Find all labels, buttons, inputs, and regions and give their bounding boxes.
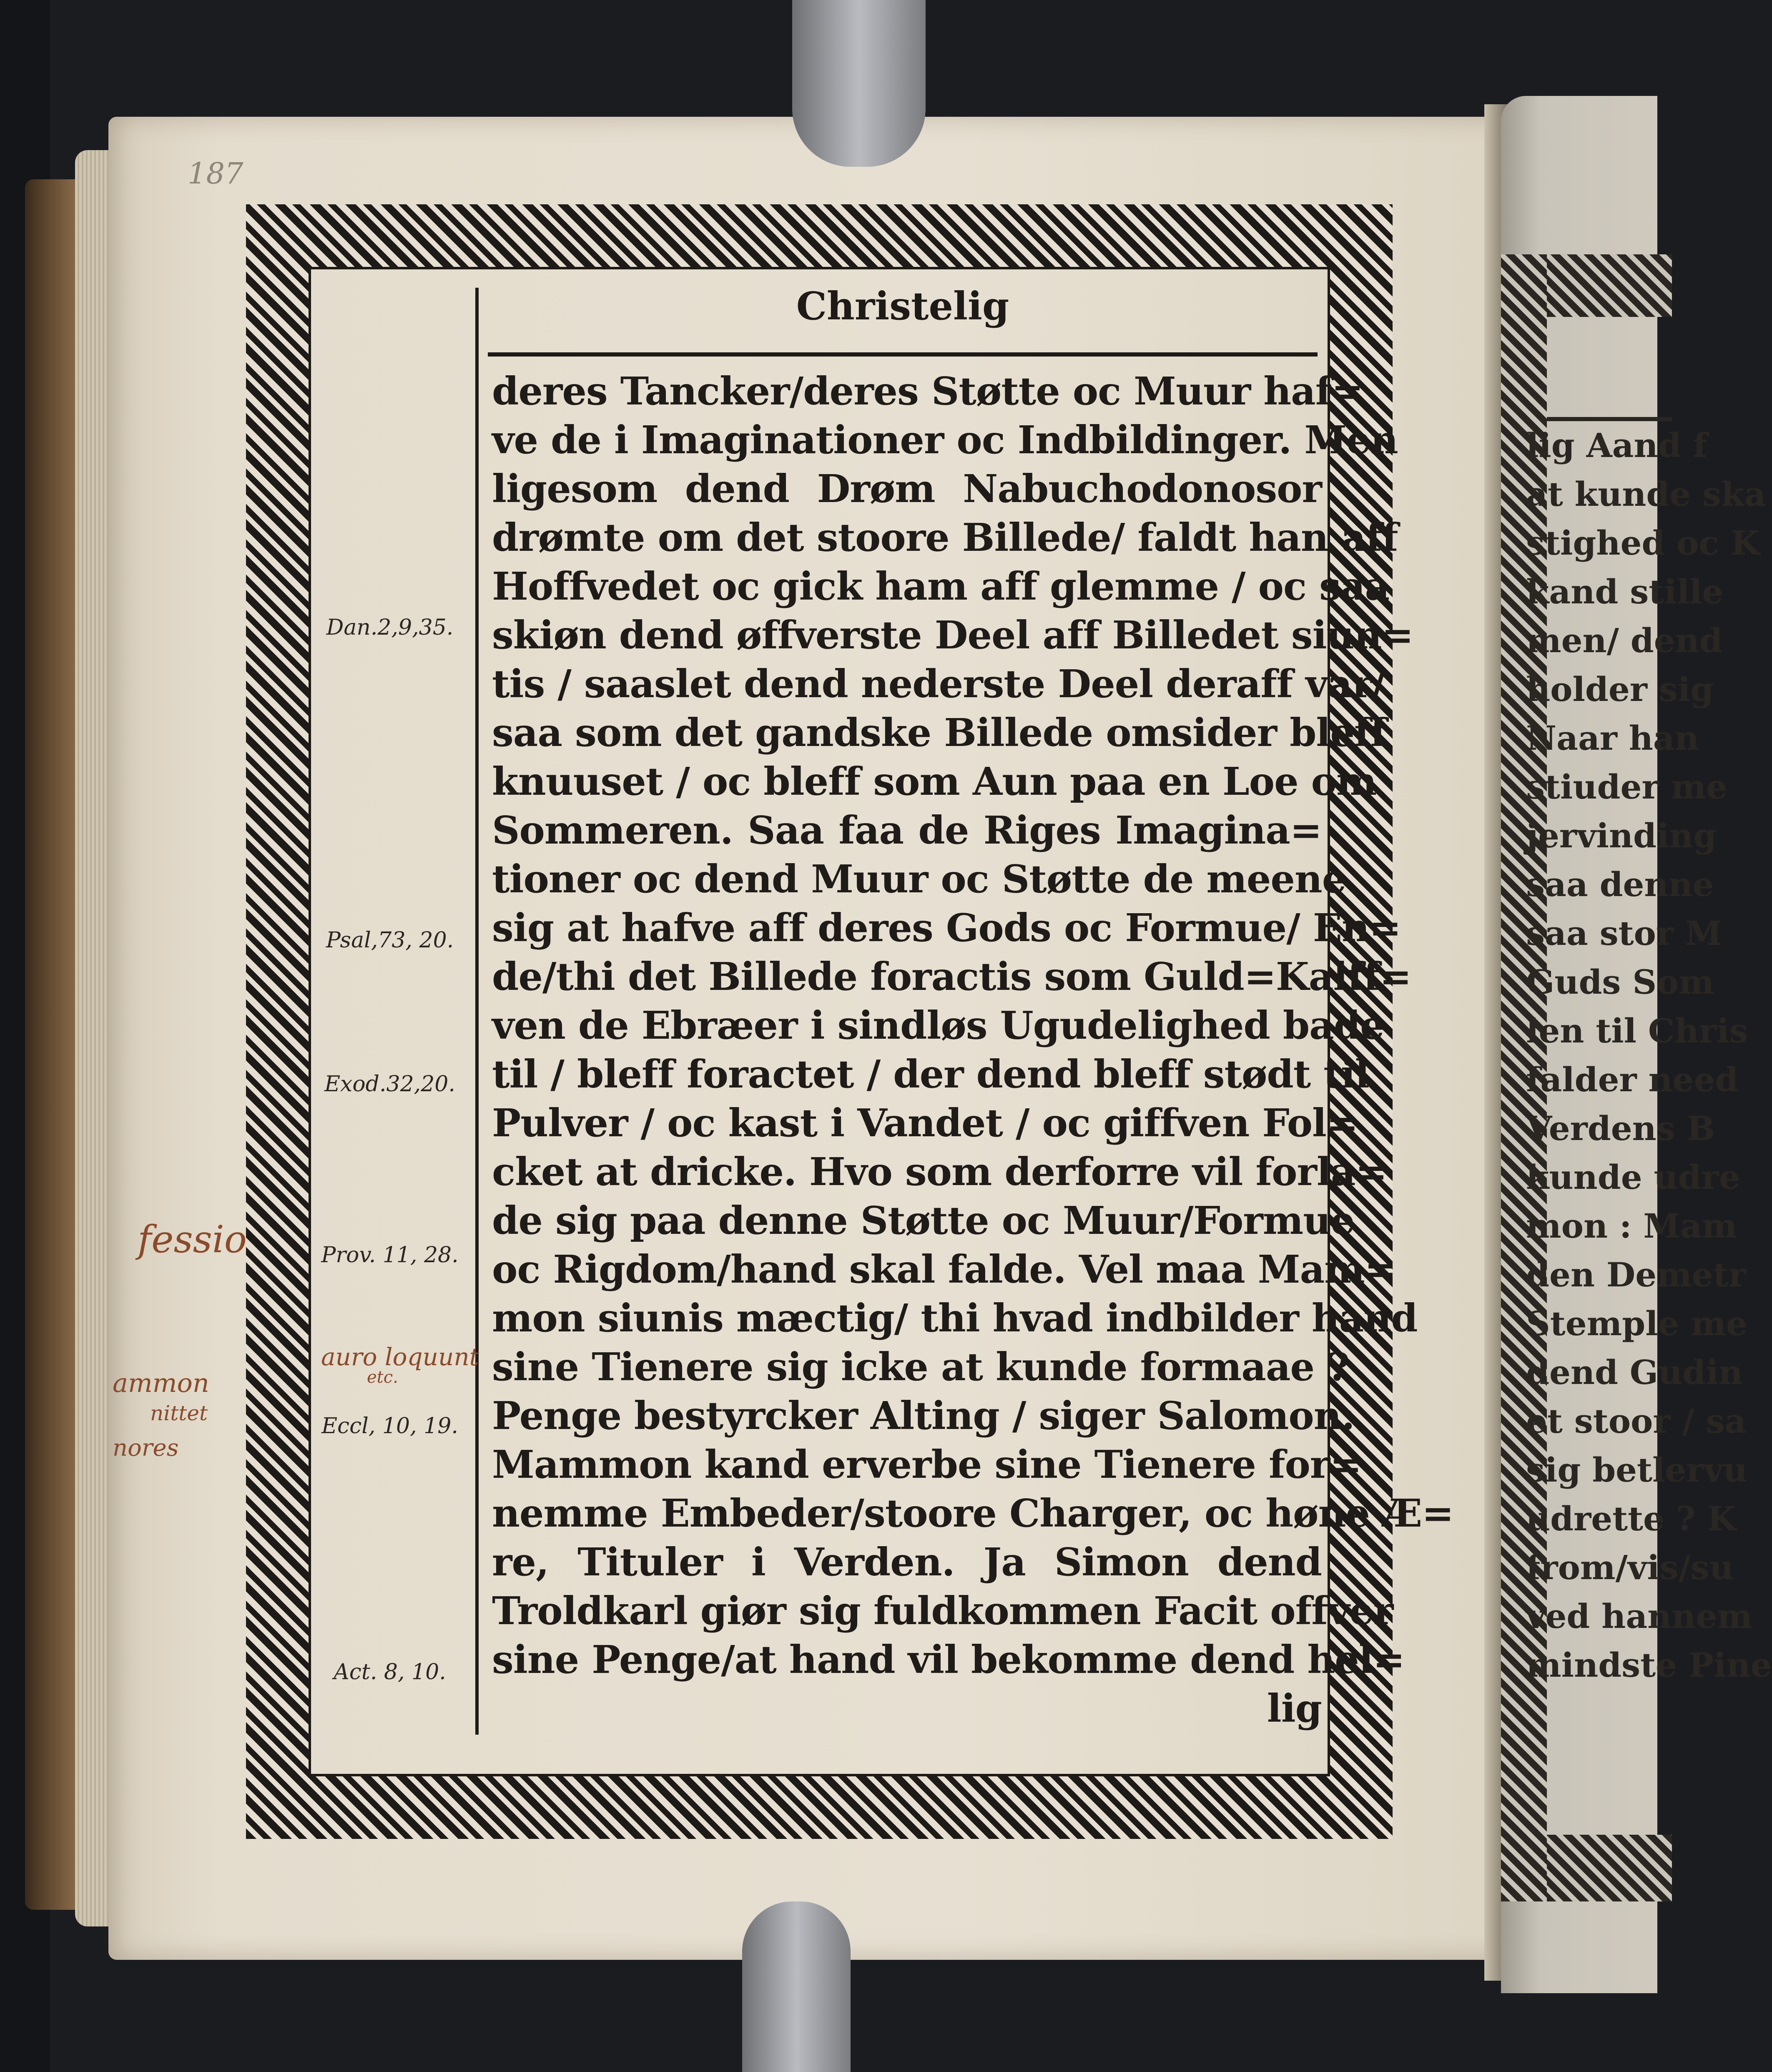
- facing-page-line: at kunde ska: [1526, 475, 1766, 514]
- facing-page-line: saa stor M: [1526, 914, 1722, 953]
- margin-ref-dan: Dan.2,9,35.: [326, 615, 454, 640]
- facing-page-head-rule: [1547, 417, 1672, 421]
- facing-page-line: Naar han: [1526, 718, 1699, 758]
- handwritten-annotation: nores: [113, 1434, 179, 1462]
- margin-ref-act: Act. 8, 10.: [334, 1660, 446, 1685]
- facing-page-line: stighed oc K: [1526, 523, 1760, 563]
- text-line: sig at hafve aff deres Gods oc Formue/ En=: [492, 905, 1401, 950]
- facing-page-line: Stemple me: [1526, 1304, 1747, 1343]
- facing-page-line: men/ dend: [1526, 621, 1723, 660]
- text-line: ligesom dend Drøm Nabuchodonosor: [492, 466, 1322, 511]
- page-holder-clip-bottom: [742, 1901, 851, 2072]
- margin-ref-eccl: Eccl, 10, 19.: [321, 1414, 458, 1439]
- text-line: Sommeren. Saa faa de Riges Imagina=: [492, 808, 1322, 853]
- text-line: Penge bestyrcker Alting / siger Salomon:: [492, 1393, 1355, 1438]
- text-line: sine Penge/at hand vil bekomme dend hel=: [492, 1637, 1405, 1682]
- facing-page-line: Guds Som: [1526, 962, 1714, 1002]
- facing-page-line: jervinding: [1526, 816, 1717, 855]
- facing-page: [1501, 96, 1772, 1993]
- head-rule: [488, 352, 1318, 357]
- text-line: skiøn dend øffverste Deel aff Billedet siun=: [492, 613, 1413, 658]
- handwritten-annotation: nittet: [150, 1401, 208, 1425]
- text-line: lig: [1267, 1686, 1322, 1731]
- facing-page-border-top: [1547, 254, 1672, 317]
- facing-page-line: kand stille: [1526, 572, 1724, 611]
- facing-page-line: sig betlervu: [1526, 1450, 1748, 1489]
- facing-page-line: Verdens B: [1526, 1109, 1715, 1148]
- handwritten-annotation: etc.: [367, 1368, 398, 1387]
- text-line: knuuset / oc bleff som Aun paa en Loe om: [492, 759, 1377, 804]
- text-line: deres Tancker/deres Støtte oc Muur haf=: [492, 369, 1363, 414]
- facing-page-line: mindste Pine: [1526, 1645, 1772, 1685]
- margin-ref-exod: Exod.32,20.: [324, 1072, 455, 1097]
- text-line: saa som det gandske Billede omsider bleff: [492, 710, 1387, 755]
- facing-page-line: kunde udre: [1526, 1158, 1740, 1197]
- margin-ref-prov: Prov. 11, 28.: [321, 1243, 459, 1268]
- facing-page-line: et stoor / sa: [1526, 1401, 1747, 1441]
- text-line: cket at dricke. Hvo som derforre vil forla=: [492, 1149, 1387, 1194]
- handwritten-annotation: fessio: [138, 1218, 247, 1261]
- facing-page-line: falder need: [1526, 1060, 1739, 1099]
- text-line: til / bleff foractet / der dend bleff stødt til: [492, 1052, 1369, 1097]
- body-text: [492, 367, 1454, 1733]
- text-line: nemme Embeder/stoore Charger, oc høne Æ=: [492, 1491, 1454, 1536]
- text-line: sine Tienere sig icke at kunde formaae ?: [492, 1344, 1349, 1389]
- handwritten-annotation: ammon: [113, 1368, 209, 1398]
- page-holder-clip-top: [792, 0, 926, 167]
- facing-page-line: len til Chris: [1526, 1011, 1748, 1050]
- facing-page-border-bottom: [1547, 1835, 1672, 1901]
- text-line: drømte om det stoore Billede/ faldt han aff: [492, 515, 1398, 560]
- margin-ref-psal: Psal,73, 20.: [326, 928, 454, 953]
- text-line: Troldkarl giør sig fuldkommen Facit offver: [492, 1588, 1393, 1633]
- facing-page-line: saa denne: [1526, 865, 1714, 904]
- text-line: Pulver / oc kast i Vandet / oc giffven Fol=: [492, 1100, 1358, 1145]
- text-line: de sig paa denne Støtte oc Muur/Formue: [492, 1198, 1355, 1243]
- facing-page-line: ved hannem: [1526, 1597, 1753, 1636]
- text-line: oc Rigdom/hand skal falde. Vel maa Mam=: [492, 1247, 1396, 1292]
- text-line: Mammon kand erverbe sine Tienere for=: [492, 1442, 1362, 1487]
- text-line: ve de i Imaginationer oc Indbildinger. Men: [492, 417, 1398, 462]
- text-line: mon siunis mæctig/ thi hvad indbilder hand: [492, 1296, 1418, 1341]
- margin-rule: [475, 288, 479, 1735]
- facing-page-line: den Demetr: [1526, 1255, 1746, 1294]
- text-line: tis / saaslet dend nederste Deel deraff var/: [492, 661, 1385, 706]
- facing-page-line: dend Gudin: [1526, 1353, 1743, 1392]
- facing-page-line: stiuder me: [1526, 767, 1727, 806]
- facing-page-line: holder sig: [1526, 670, 1714, 709]
- text-line: de/thi det Billede foractis som Guld=Kalff=: [492, 954, 1411, 999]
- handwritten-annotation: auro loquunt: [321, 1343, 479, 1371]
- facing-page-line: lig Aand f: [1526, 426, 1707, 465]
- running-head: Christelig: [796, 284, 1009, 329]
- handwritten-page-number: 187: [188, 156, 243, 191]
- facing-page-line: mon : Mam: [1526, 1206, 1737, 1246]
- text-line: tioner oc dend Muur oc Støtte de meene: [492, 856, 1346, 902]
- text-line: re, Tituler i Verden. Ja Simon dend: [492, 1540, 1322, 1585]
- text-line: ven de Ebræer i sindløs Ugudelighed bade: [492, 1003, 1384, 1048]
- facing-page-line: udrette ? K: [1526, 1499, 1737, 1538]
- facing-page-text: [1526, 421, 1772, 1690]
- facing-page-line: from/vis/su: [1526, 1548, 1734, 1587]
- text-line: Hoffvedet oc gick ham aff glemme / oc saa: [492, 564, 1390, 609]
